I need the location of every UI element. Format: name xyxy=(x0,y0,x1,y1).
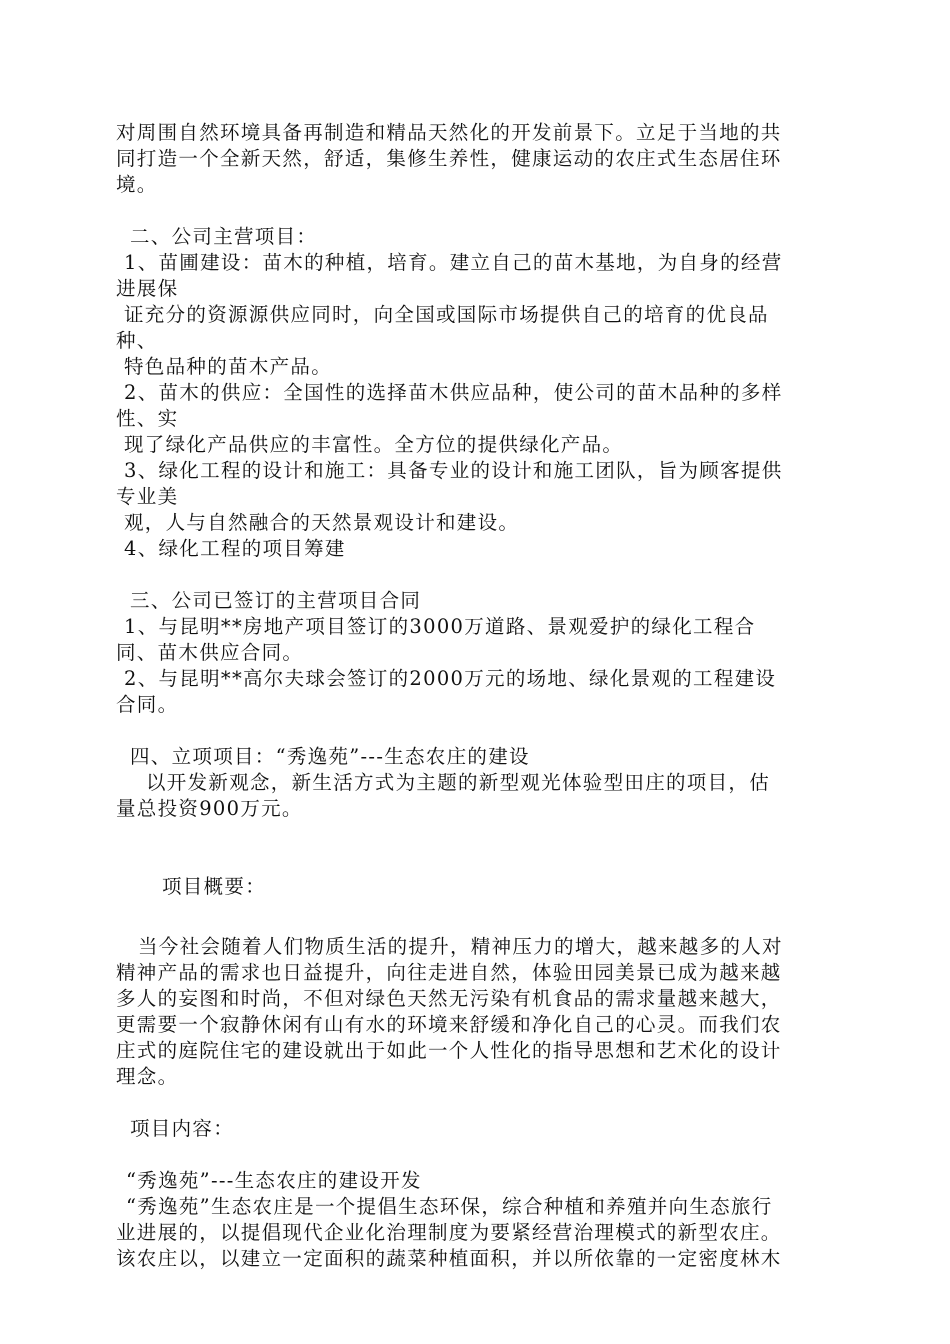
intro-line-1: 对周围自然环境具备再制造和精品天然化的开发前景下。立足于当地的共 xyxy=(116,121,782,144)
intro-line-2: 同打造一个全新天然，舒适，集修生养性，健康运动的农庄式生态居住环 xyxy=(116,147,782,170)
content-line-2: 业进展的，以提倡现代企业化治理制度为要紧经营治理模式的新型农庄。 xyxy=(116,1221,782,1244)
section-2-item-3-line-2: 专业美 xyxy=(116,485,179,508)
section-2-item-1-line-5: 特色品种的苗木产品。 xyxy=(124,355,333,378)
content-heading: 项目内容： xyxy=(130,1117,235,1140)
overview-line-4: 更需要一个寂静休闲有山有水的环境来舒缓和净化自己的心灵。而我们农 xyxy=(116,1013,782,1036)
intro-line-3: 境。 xyxy=(116,173,158,196)
section-2-item-2-line-1: 2、苗木的供应：全国性的选择苗木供应品种，使公司的苗木品种的多样 xyxy=(124,381,783,404)
section-2-item-1-line-4: 种、 xyxy=(116,329,158,352)
section-4-paragraph-line-2: 量总投资900万元。 xyxy=(116,797,303,820)
overview-line-1: 当今社会随着人们物质生活的提升，精神压力的增大，越来越多的人对 xyxy=(138,935,783,958)
overview-line-2: 精神产品的需求也日益提升，向往走进自然，体验田园美景已成为越来越 xyxy=(116,961,782,984)
section-3-item-2-line-1: 2、与昆明**高尔夫球会签订的2000万元的场地、绿化景观的工程建设 xyxy=(124,667,777,690)
section-2-heading: 二、公司主营项目： xyxy=(130,225,318,248)
overview-line-3: 多人的妄图和时尚，不但对绿色天然无污染有机食品的需求量越来越大， xyxy=(116,987,782,1010)
section-3-heading: 三、公司已签订的主营项目合同 xyxy=(130,589,422,612)
section-4-heading: 四、立项项目：“秀逸苑”---生态农庄的建设 xyxy=(130,745,530,768)
section-2-item-2-line-2: 性、实 xyxy=(116,407,179,430)
section-2-item-4: 4、绿化工程的项目筹建 xyxy=(124,537,346,560)
section-4-paragraph-line-1: 以开发新观念，新生活方式为主题的新型观光体验型田庄的项目，估 xyxy=(146,771,771,794)
content-line-3: 该农庄以，以建立一定面积的蔬菜种植面积，并以所依靠的一定密度林木 xyxy=(116,1247,782,1270)
section-2-item-3-line-3: 观，人与自然融合的天然景观设计和建设。 xyxy=(124,511,520,534)
section-2-item-1-line-3: 证充分的资源源供应同时，向全国或国际市场提供自己的培育的优良品 xyxy=(124,303,769,326)
overview-heading: 项目概要： xyxy=(162,875,267,898)
section-3-item-1-line-2: 同、苗木供应合同。 xyxy=(116,641,304,664)
document-page xyxy=(116,120,838,1272)
content-line-1: “秀逸苑”生态农庄是一个提倡生态环保，综合种植和养殖并向生态旅行 xyxy=(126,1195,773,1218)
section-3-item-2-line-2: 合同。 xyxy=(116,693,179,716)
section-3-item-1-line-1: 1、与昆明**房地产项目签订的3000万道路、景观爱护的绿化工程合 xyxy=(124,615,756,638)
content-title: “秀逸苑”---生态农庄的建设开发 xyxy=(126,1169,422,1192)
section-2-item-3-line-1: 3、绿化工程的设计和施工：具备专业的设计和施工团队，旨为顾客提供 xyxy=(124,459,783,482)
section-2-item-1-line-1: 1、苗圃建设：苗木的种植，培育。建立自己的苗木基地，为自身的经营 xyxy=(124,251,783,274)
section-2-item-1-line-2: 进展保 xyxy=(116,277,179,300)
section-2-item-2-line-3: 现了绿化产品供应的丰富性。全方位的提供绿化产品。 xyxy=(124,433,624,456)
overview-line-5: 庄式的庭院住宅的建设就出于如此一个人性化的指导思想和艺术化的设计 xyxy=(116,1039,782,1062)
overview-line-6: 理念。 xyxy=(116,1065,179,1088)
